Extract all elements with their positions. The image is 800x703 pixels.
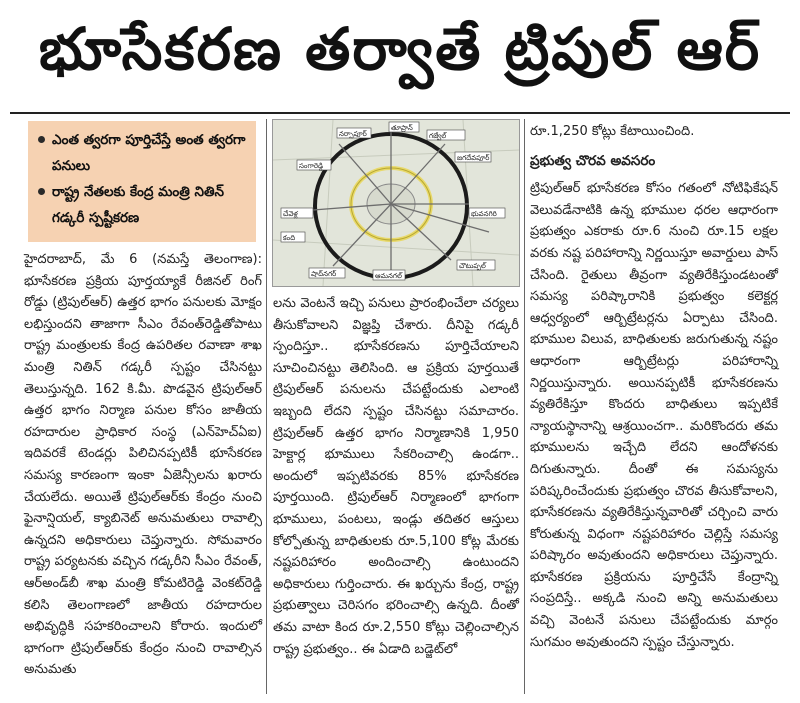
- column-divider: [524, 119, 525, 694]
- map-label: కంది: [283, 234, 296, 242]
- headline: భూసేకరణ తర్వాతే ట్రిపుల్ ఆర్: [38, 14, 762, 83]
- right-column-text: ట్రిపుల్ఆర్ భూసేకరణ కోసం గతంలో నోటిఫికేషన్ వెలువడేనాటికి ఉన్న భూముల ధరల ఆధారంగా ప్రభుత్వం ఎకరాకు రూ.6 నుంచి రూ.15 లక్షల వరకు నష్ట పరిహారాన్ని నిర్ణయిస్తూ అవార్డులు పాస్ చేసింది. రైతులు తీవ్రంగా వ్యతిరేకిస్తుండటంతో సమస్య పరిష్కారానికి ప్రభుత్వం కలెక్టర్ల ఆధ్వర్యంలో ఆర్బిట్రేటర్లను ఏర్పాటు చేసింది. భూముల విలువ, బాధితులకు జరుగుతున్న నష్టం ఆధారంగా ఆర్బిట్రేటర్లు పరిహారాన్ని నిర్ణయిస్తున్నారు. అయినప్పటికీ భూసేకరణను వ్యతిరేకిస్తూ కొందరు బాధితులు ఇప్పటికే న్యాయస్థానాన్ని ఆశ్రయించగా.. మరికొందరు తమ భూములను ఇచ్చేది లేదని ఆందోళనకు దిగుతున్నారు. దీంతో ఈ సమస్యను పరిష్కరించేందుకు ప్రభుత్వం చొరవ తీసుకోవాలని, భూసేకరణను వ్యతిరేకిస్తున్నవారితో చర్చించి వారు కోరుతున్న విధంగా నష్టపరిహారం చెల్లిస్తే సమస్య పరిష్కారం అవుతుందని అధికారులు చెప్తున్నారు. భూసేకరణ ప్రక్రియను పూర్తిచేసే కేంద్రాన్ని సంప్రదిస్తే.. అక్కడి నుంచి అన్ని అనుమతులు వచ్చి వెంటనే పనులు చేపట్టేందుకు మార్గం సుగమం అవుతుందని స్పష్టం చేస్తున్నారు.: [530, 181, 778, 650]
- map-label: గజ్వేల్: [429, 132, 447, 140]
- map-graphic: [273, 120, 519, 286]
- map-label: షాద్‌నగర్: [311, 270, 337, 278]
- map-label: భువనగిరి: [471, 210, 497, 218]
- right-column-lead: రూ.1,250 కోట్లు కేటాయించింది.: [530, 124, 695, 139]
- left-column: [24, 249, 262, 681]
- highlight-item: రాష్ట్ర నేతలకు కేంద్ర మంత్రి నితిన్ గడ్కరీ స్పష్టీకరణ: [36, 179, 248, 231]
- map-label: చేవెళ్ల: [283, 210, 298, 218]
- headline-rule: [10, 112, 790, 114]
- map-label: ఆమనగల్: [375, 272, 402, 280]
- left-column-text: హైదరాబాద్, మే 6 (నమస్తే తెలంగాణ): భూసేకరణ ప్రక్రియ పూర్తయ్యాకే రీజినల్ రింగ్ రోడ్డు (ట్రిపుల్ఆర్) ఉత్తర భాగం పనులకు మోక్షం లభిస్తుందని తాజాగా సీఎం రేవంత్‌రెడ్డితోపాటు రాష్ట్ర మంత్రులకు కేంద్ర ఉపరితల రవాణా శాఖ మంత్రి నితిన్ గడ్కరీ స్పష్టం చేసినట్టు తెలుస్తున్నది. 162 కి.మీ. పొడవైన ట్రిపుల్ఆర్ ఉత్తర భాగం నిర్మాణ పనుల కోసం జాతీయ రహదారుల ప్రాధికార సంస్థ (ఎన్‌హెచ్ఏఐ) ఇదివరకే టెండర్లు పిలిచినప్పటికీ భూసేకరణ సమస్య కారణంగా ఇంకా ఏజెన్సీలను ఖరారు చేయలేదు. అయితే ట్రిపుల్ఆర్‌కు కేంద్రం నుంచి ఫైనాన్షియల్, క్యాబినెట్ అనుమతులు రావాల్సి ఉన్నదని అధికారులు చెప్తున్నారు. సోమవారం రాష్ట్ర పర్యటనకు వచ్చిన గడ్కరీని సీఎం రేవంత్, ఆర్అండ్‌బీ శాఖ మంత్రి కోమటిరెడ్డి వెంకట్‌రెడ్డి కలిసి తెలంగాణలో జాతీయ రహదారుల అభివృద్ధికి సహకరించాలని కోరారు. ఇందులో భాగంగా ట్రిపుల్ఆర్‌కు కేంద్రం నుంచి రావాల్సిన అనుమతు: [24, 252, 262, 678]
- highlights-box: [28, 121, 256, 242]
- rrr-route-map: [272, 119, 520, 287]
- map-label: సంగారెడ్డి: [299, 162, 324, 170]
- map-label: జగదేవపూర్: [457, 154, 490, 162]
- map-label: నర్సాపూర్: [339, 130, 367, 138]
- middle-column: [273, 293, 519, 660]
- column-divider: [266, 119, 267, 694]
- subheading: ప్రభుత్వ చొరవ అవసరం: [530, 152, 656, 169]
- map-label: చౌటుప్పల్: [459, 262, 486, 270]
- right-column: [530, 121, 778, 653]
- map-label: తూప్రాన్: [391, 124, 413, 132]
- highlight-item: ఎంత త్వరగా పూర్తిచేస్తే అంత త్వరగా పనులు: [36, 127, 248, 179]
- middle-column-text: లను వెంటనే ఇచ్చి పనులు ప్రారంభించేలా చర్యలు తీసుకోవాలని విజ్ఞప్తి చేశారు. దీనిపై గడ్కరీ స్పందిస్తూ.. భూసేకరణను పూర్తిచేయాలని సూచించినట్టు తెలిసింది. ఆ ప్రక్రియ పూర్తయితే ట్రిపుల్ఆర్ పనులను చేపట్టేందుకు ఎలాంటి ఇబ్బంది లేదని స్పష్టం చేసినట్టు సమాచారం. ట్రిపుల్ఆర్ ఉత్తర భాగం నిర్మాణానికి 1,950 హెక్టార్ల భూములు సేకరించాల్సి ఉండగా.. అందులో ఇప్పటివరకు 85% భూసేకరణ పూర్తయింది. ట్రిపుల్ఆర్ నిర్మాణంలో భాగంగా భూములు, పంటలు, ఇండ్లు తదితర ఆస్తులు కోల్పోతున్న బాధితులకు రూ.5,100 కోట్ల మేరకు నష్టపరిహారం అందించాల్సి ఉంటుందని అధికారులు గుర్తించారు. ఈ ఖర్చును కేంద్ర, రాష్ట్ర ప్రభుత్వాలు చెరిసగం భరించాల్సి ఉన్నది. దీంతో తమ వాటా కింద రూ.2,550 కోట్లు చెల్లించాల్సిన రాష్ట్ర ప్రభుత్వం.. ఈ ఏడాది బడ్జెట్‌లో: [273, 296, 519, 657]
